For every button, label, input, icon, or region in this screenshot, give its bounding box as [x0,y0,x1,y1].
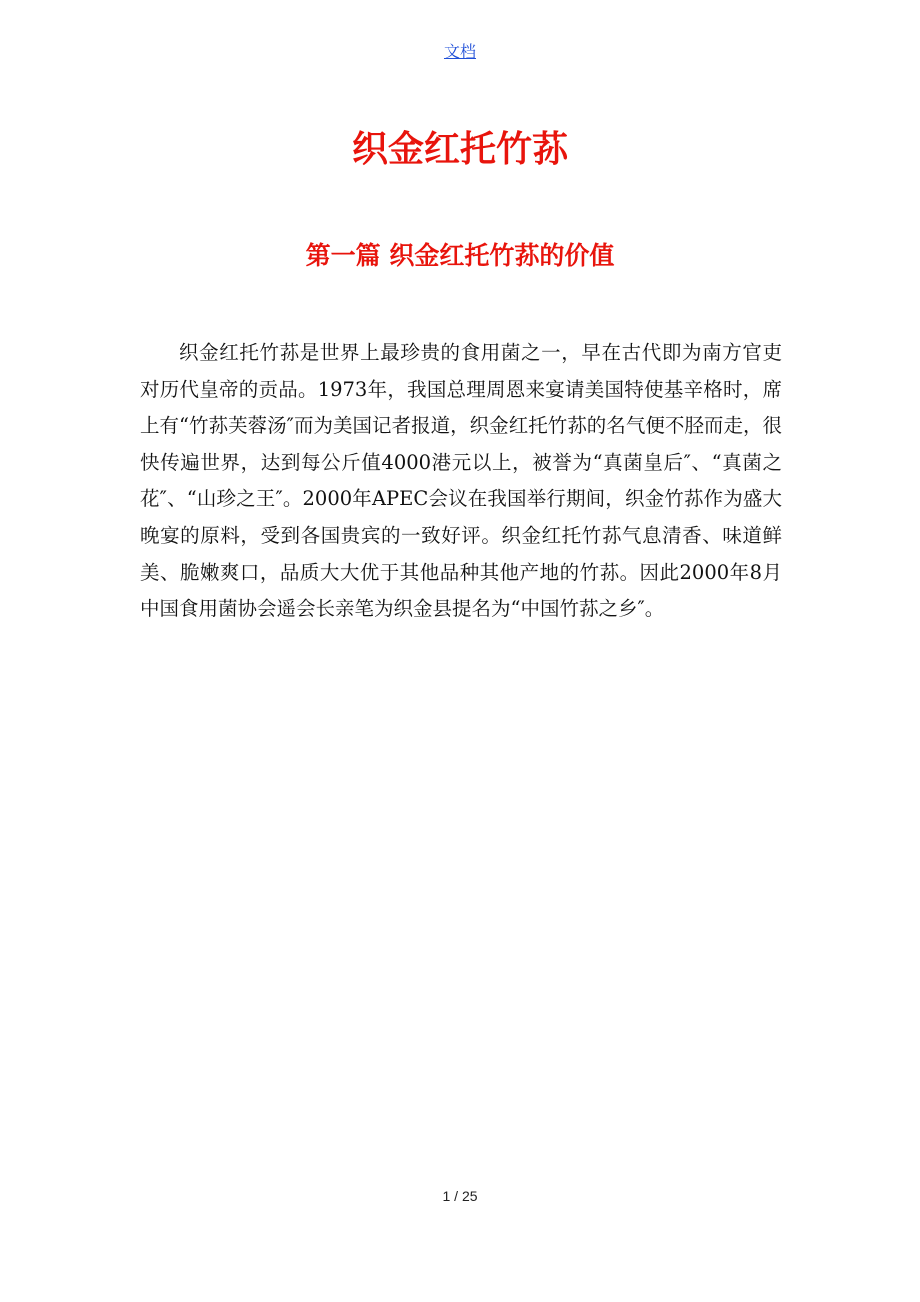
section-title: 第一篇 织金红托竹荪的价值 [305,241,615,270]
page-header-link[interactable]: 文档 [443,42,476,61]
document-title: 织金红托竹荪 [351,129,568,170]
body-paragraph: 织金红托竹荪是世界上最珍贵的食用菌之一，早在古代即为南方官吏对历代皇帝的贡品。1973年，我国总理周恩来宴请美国特使基辛格时，席上有“竹荪芙蓉汤″而为美国记者报道，织金红托竹荪的名气便不胫而走，很快传遍世界，达到每公斤值4000港元以上，被誉为“真菌皇后″、“真菌之花″、“山珍之王″。2000年APEC会议在我国举行期间，织金竹荪作为盛大晚宴的原料，受到各国贵宾的一致好评。织金红托竹荪气息清香、味道鲜美、脆嫩爽口，品质大大优于其他品种其他产地的竹荪。因此2000年8月中国食用菌协会遥会长亲笔为织金县提名为“中国竹荪之乡″。 [140,341,782,621]
page-number: 1 / 25 [442,1188,478,1204]
